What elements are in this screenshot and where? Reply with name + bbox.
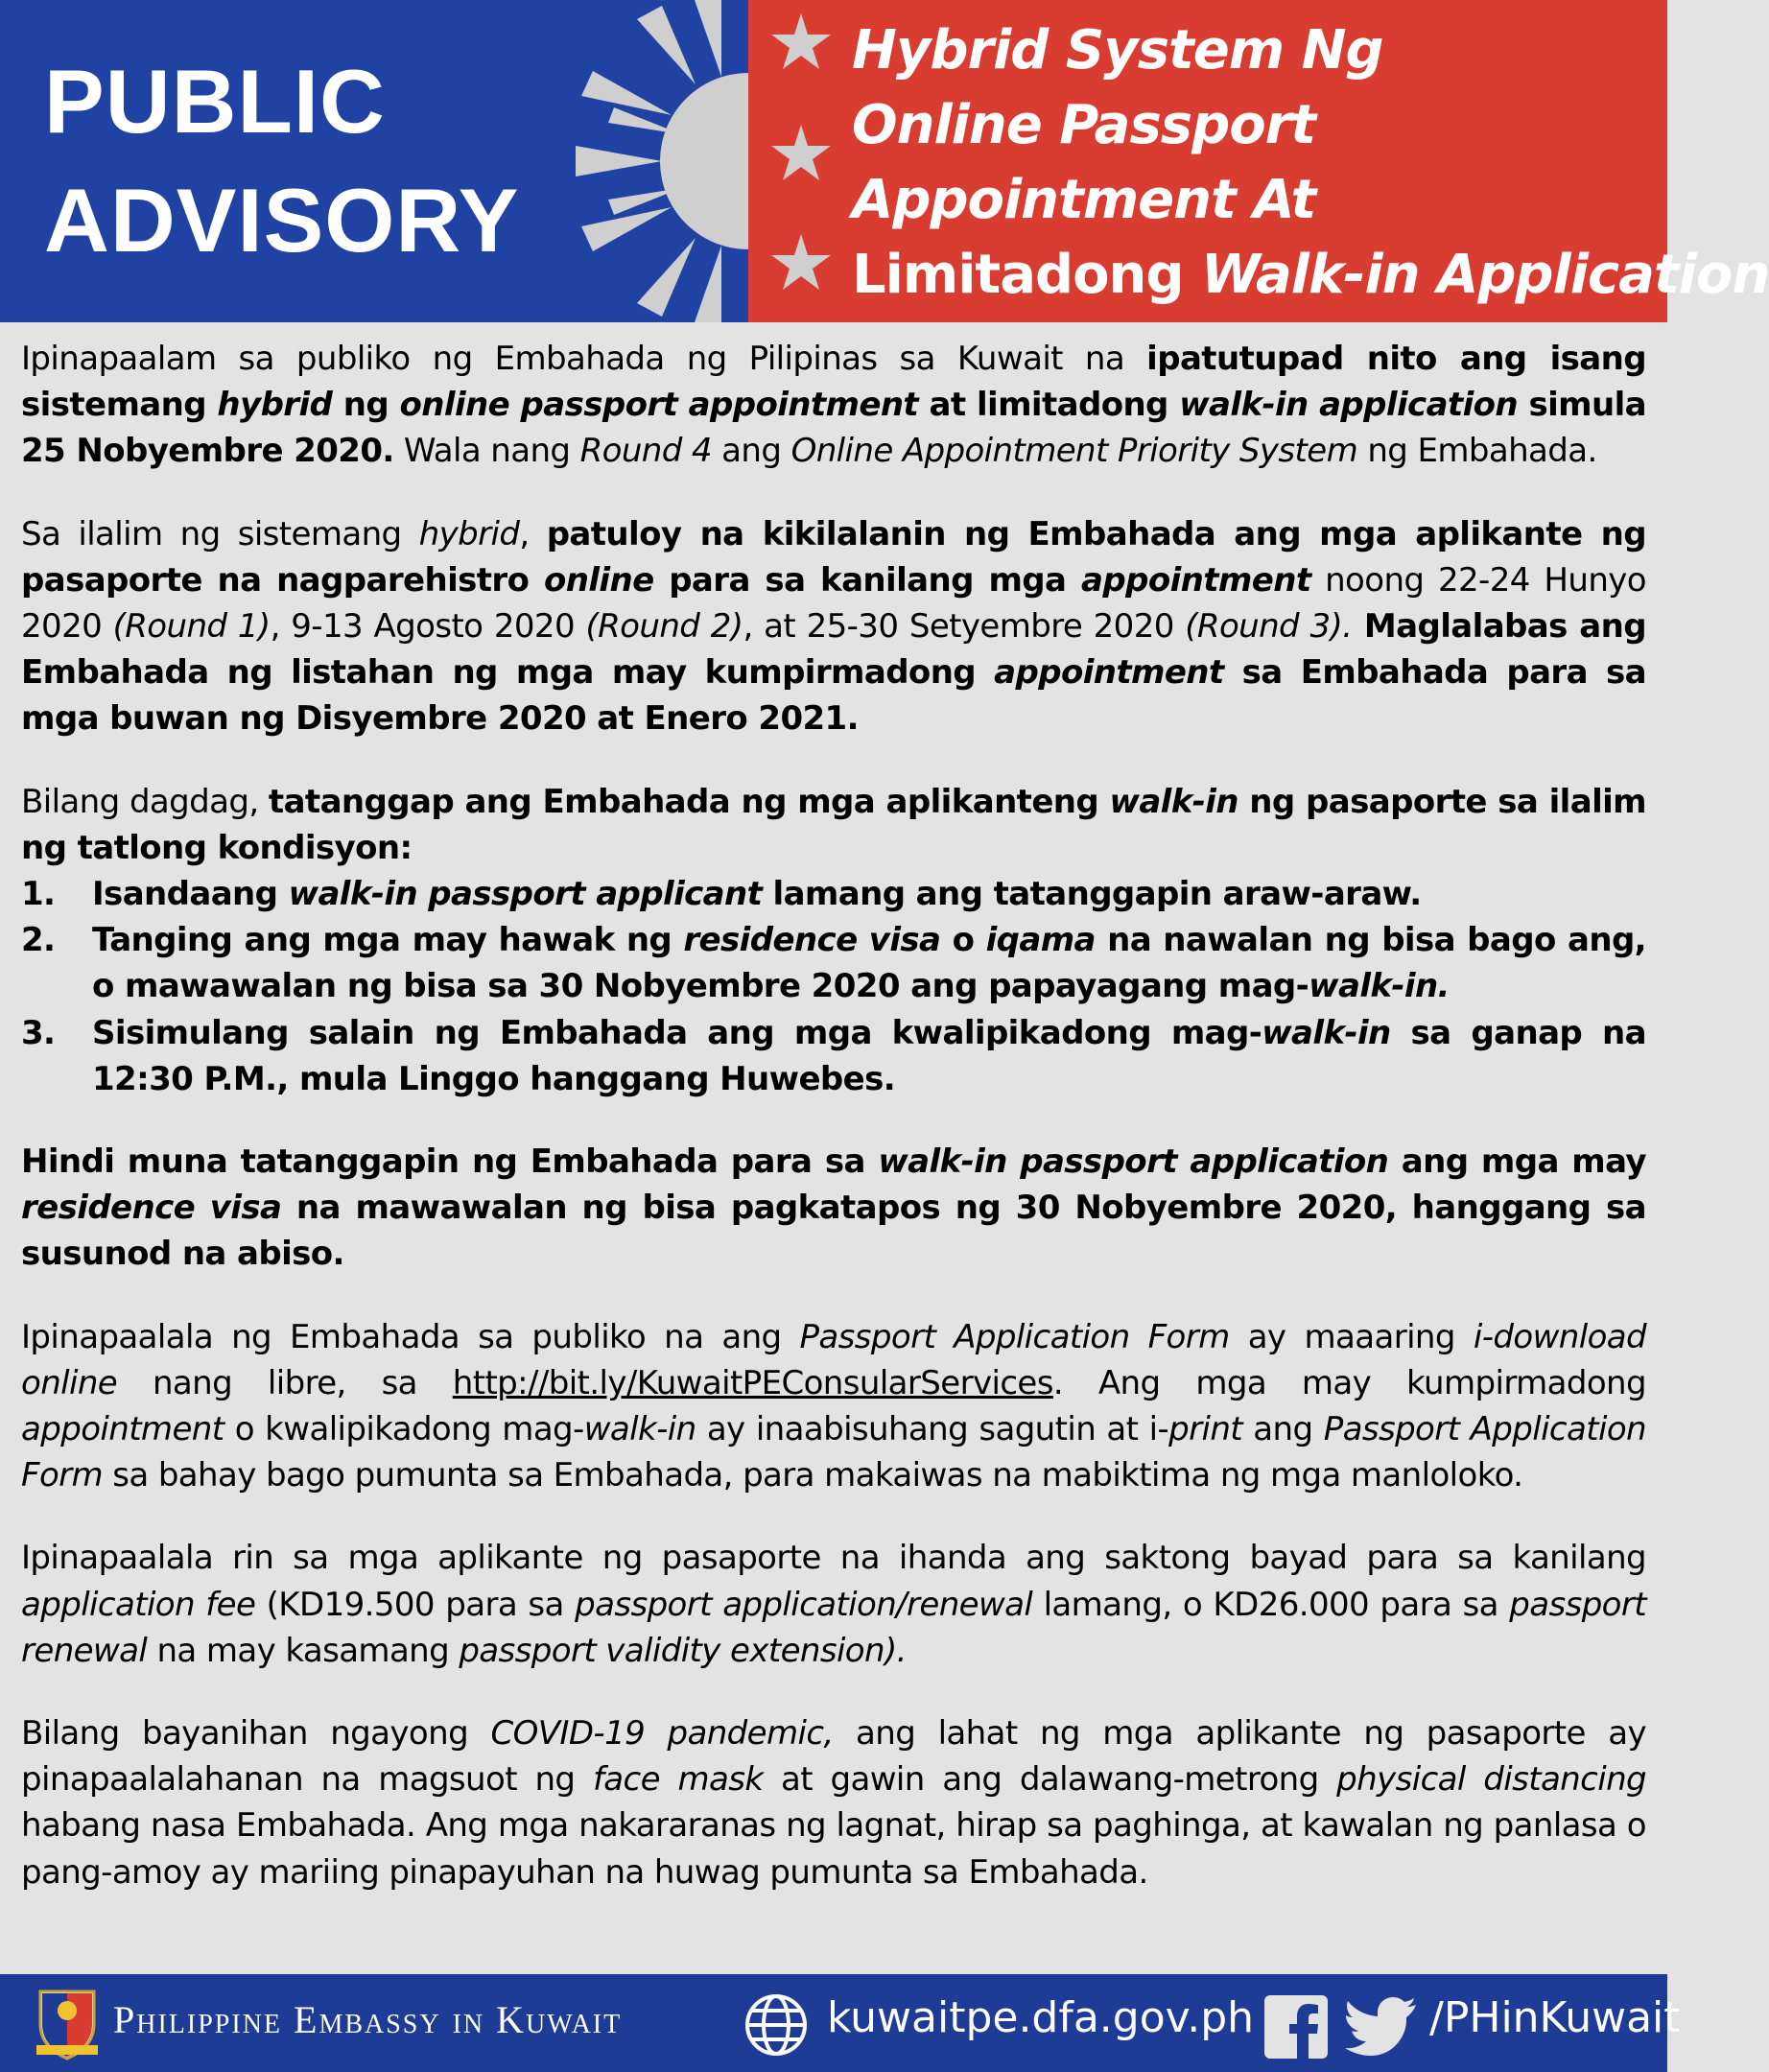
consular-services-link[interactable]: http://bit.ly/KuwaitPEConsularServices <box>452 1363 1053 1402</box>
paragraph-application-fee: Ipinapaalala rin sa mga aplikante ng pasaporte na ihanda ang saktong bayad para sa kanilang application fee (KD19.500 para sa passport application/renewal lamang, o KD26.000 para sa passport renewal na may kasamang passport validity extension). <box>21 1539 1646 1670</box>
walkin-conditions-list <box>21 871 1646 1102</box>
public-advisory-title <box>44 42 520 280</box>
paragraph-covid-reminder: Bilang bayanihan ngayong COVID-19 pandemic, ang lahat ng mga aplikante ng pasaporte ay pinapaalalahanan na magsuot ng face mask at gawin ang dalawang-metrong physical distancing habang nasa Embahada. Ang mga nakararanas ng lagnat, hirap sa paghinga, at kawalan ng panlasa o pang-amoy ay mariing pinapayuhan na huwag pumunta sa Embahada. <box>21 1714 1647 1892</box>
list-item: 1. Isandaang walk-in passport applicant lamang ang tatanggapin araw-araw. <box>21 875 1422 914</box>
list-item: 2. Tanging ang mga may hawak ng residence visa o iqama na nawalan ng bisa bago ang, o mawawalan ng bisa sa 30 Nobyembre 2020 ang papayagang mag-walk-in. <box>21 921 1646 1006</box>
header-blue-panel <box>0 0 748 322</box>
advisory-headline <box>852 13 1769 313</box>
footer-bar <box>0 1974 1681 2072</box>
advisory-body <box>21 336 1646 1932</box>
list-item: 3. Sisimulang salain ng Embahada ang mga kwalipikadong mag-walk-in sa ganap na 12:30 P.M., mula Linggo hanggang Huwebes. <box>21 1013 1646 1098</box>
star-icon <box>771 125 831 180</box>
seal-icon <box>33 1986 102 2060</box>
star-icons <box>767 0 844 322</box>
twitter-icon[interactable] <box>1347 1997 1418 2057</box>
embassy-name: Philippine Embassy in Kuwait <box>113 1998 623 2041</box>
advisory-header <box>0 0 1769 322</box>
website-url[interactable]: kuwaitpe.dfa.gov.ph <box>827 1993 1255 2042</box>
advisory-title-line2: ADVISORY <box>44 170 520 271</box>
facebook-icon[interactable] <box>1264 1995 1328 2059</box>
paragraph-residence-visa-notice: Hindi muna tatanggapin ng Embahada para sa walk-in passport application ang mga may residence visa na mawawalan ng bisa pagkatapos ng 30 Nobyembre 2020, hanggang sa susunod na abiso. <box>21 1142 1646 1274</box>
headline-line1: Hybrid System Ng <box>852 19 1383 82</box>
paragraph-walkin-intro: Bilang dagdag, tatanggap ang Embahada ng mga aplikanteng walk-in ng pasaporte sa ilalim ng tatlong kondisyon: <box>21 782 1647 867</box>
star-icon <box>771 13 831 69</box>
headline-line3: Appointment At <box>852 169 1316 231</box>
headline-line2: Online Passport <box>852 94 1316 156</box>
social-handle[interactable]: /PHinKuwait <box>1429 1993 1681 2042</box>
headline-line4: Limitadong Walk-in Application <box>852 244 1769 306</box>
paragraph-online-registrants: Sa ilalim ng sistemang hybrid, patuloy na kikilalanin ng Embahada ang mga aplikante ng pasaporte na nagparehistro online para sa kanilang mga appointment noong 22-24 Hunyo 2020 (Round 1), 9-13 Agosto 2020 (Round 2), at 25-30 Setyembre 2020 (Round 3). Maglalabas ang Embahada ng listahan ng mga may kumpirmadong appointment sa Embahada para sa mga buwan ng Disyembre 2020 at Enero 2021. <box>21 514 1646 739</box>
paragraph-hybrid-announcement: Ipinapaalam sa publiko ng Embahada ng Pilipinas sa Kuwait na ipatutupad nito ang isang sistemang hybrid ng online passport appointment at limitadong walk-in application simula 25 Nobyembre 2020. Wala nang Round 4 ang Online Appointment Priority System ng Embahada. <box>21 340 1646 471</box>
advisory-title-line1: PUBLIC <box>44 51 386 152</box>
globe-icon <box>743 1991 810 2059</box>
paragraph-application-form: Ipinapaalala ng Embahada sa publiko na ang Passport Application Form ay maaaring i-download online nang libre, sa http://bit.ly/KuwaitPEConsularServices. Ang mga may kumpirmadong appointment o kwalipikadong mag-walk-in ay inaabisuhang sagutin at i-print ang Passport Application Form sa bahay bago pumunta sa Embahada, para makaiwas na mabiktima ng mga manloloko. <box>21 1317 1646 1495</box>
star-icon <box>771 234 831 290</box>
